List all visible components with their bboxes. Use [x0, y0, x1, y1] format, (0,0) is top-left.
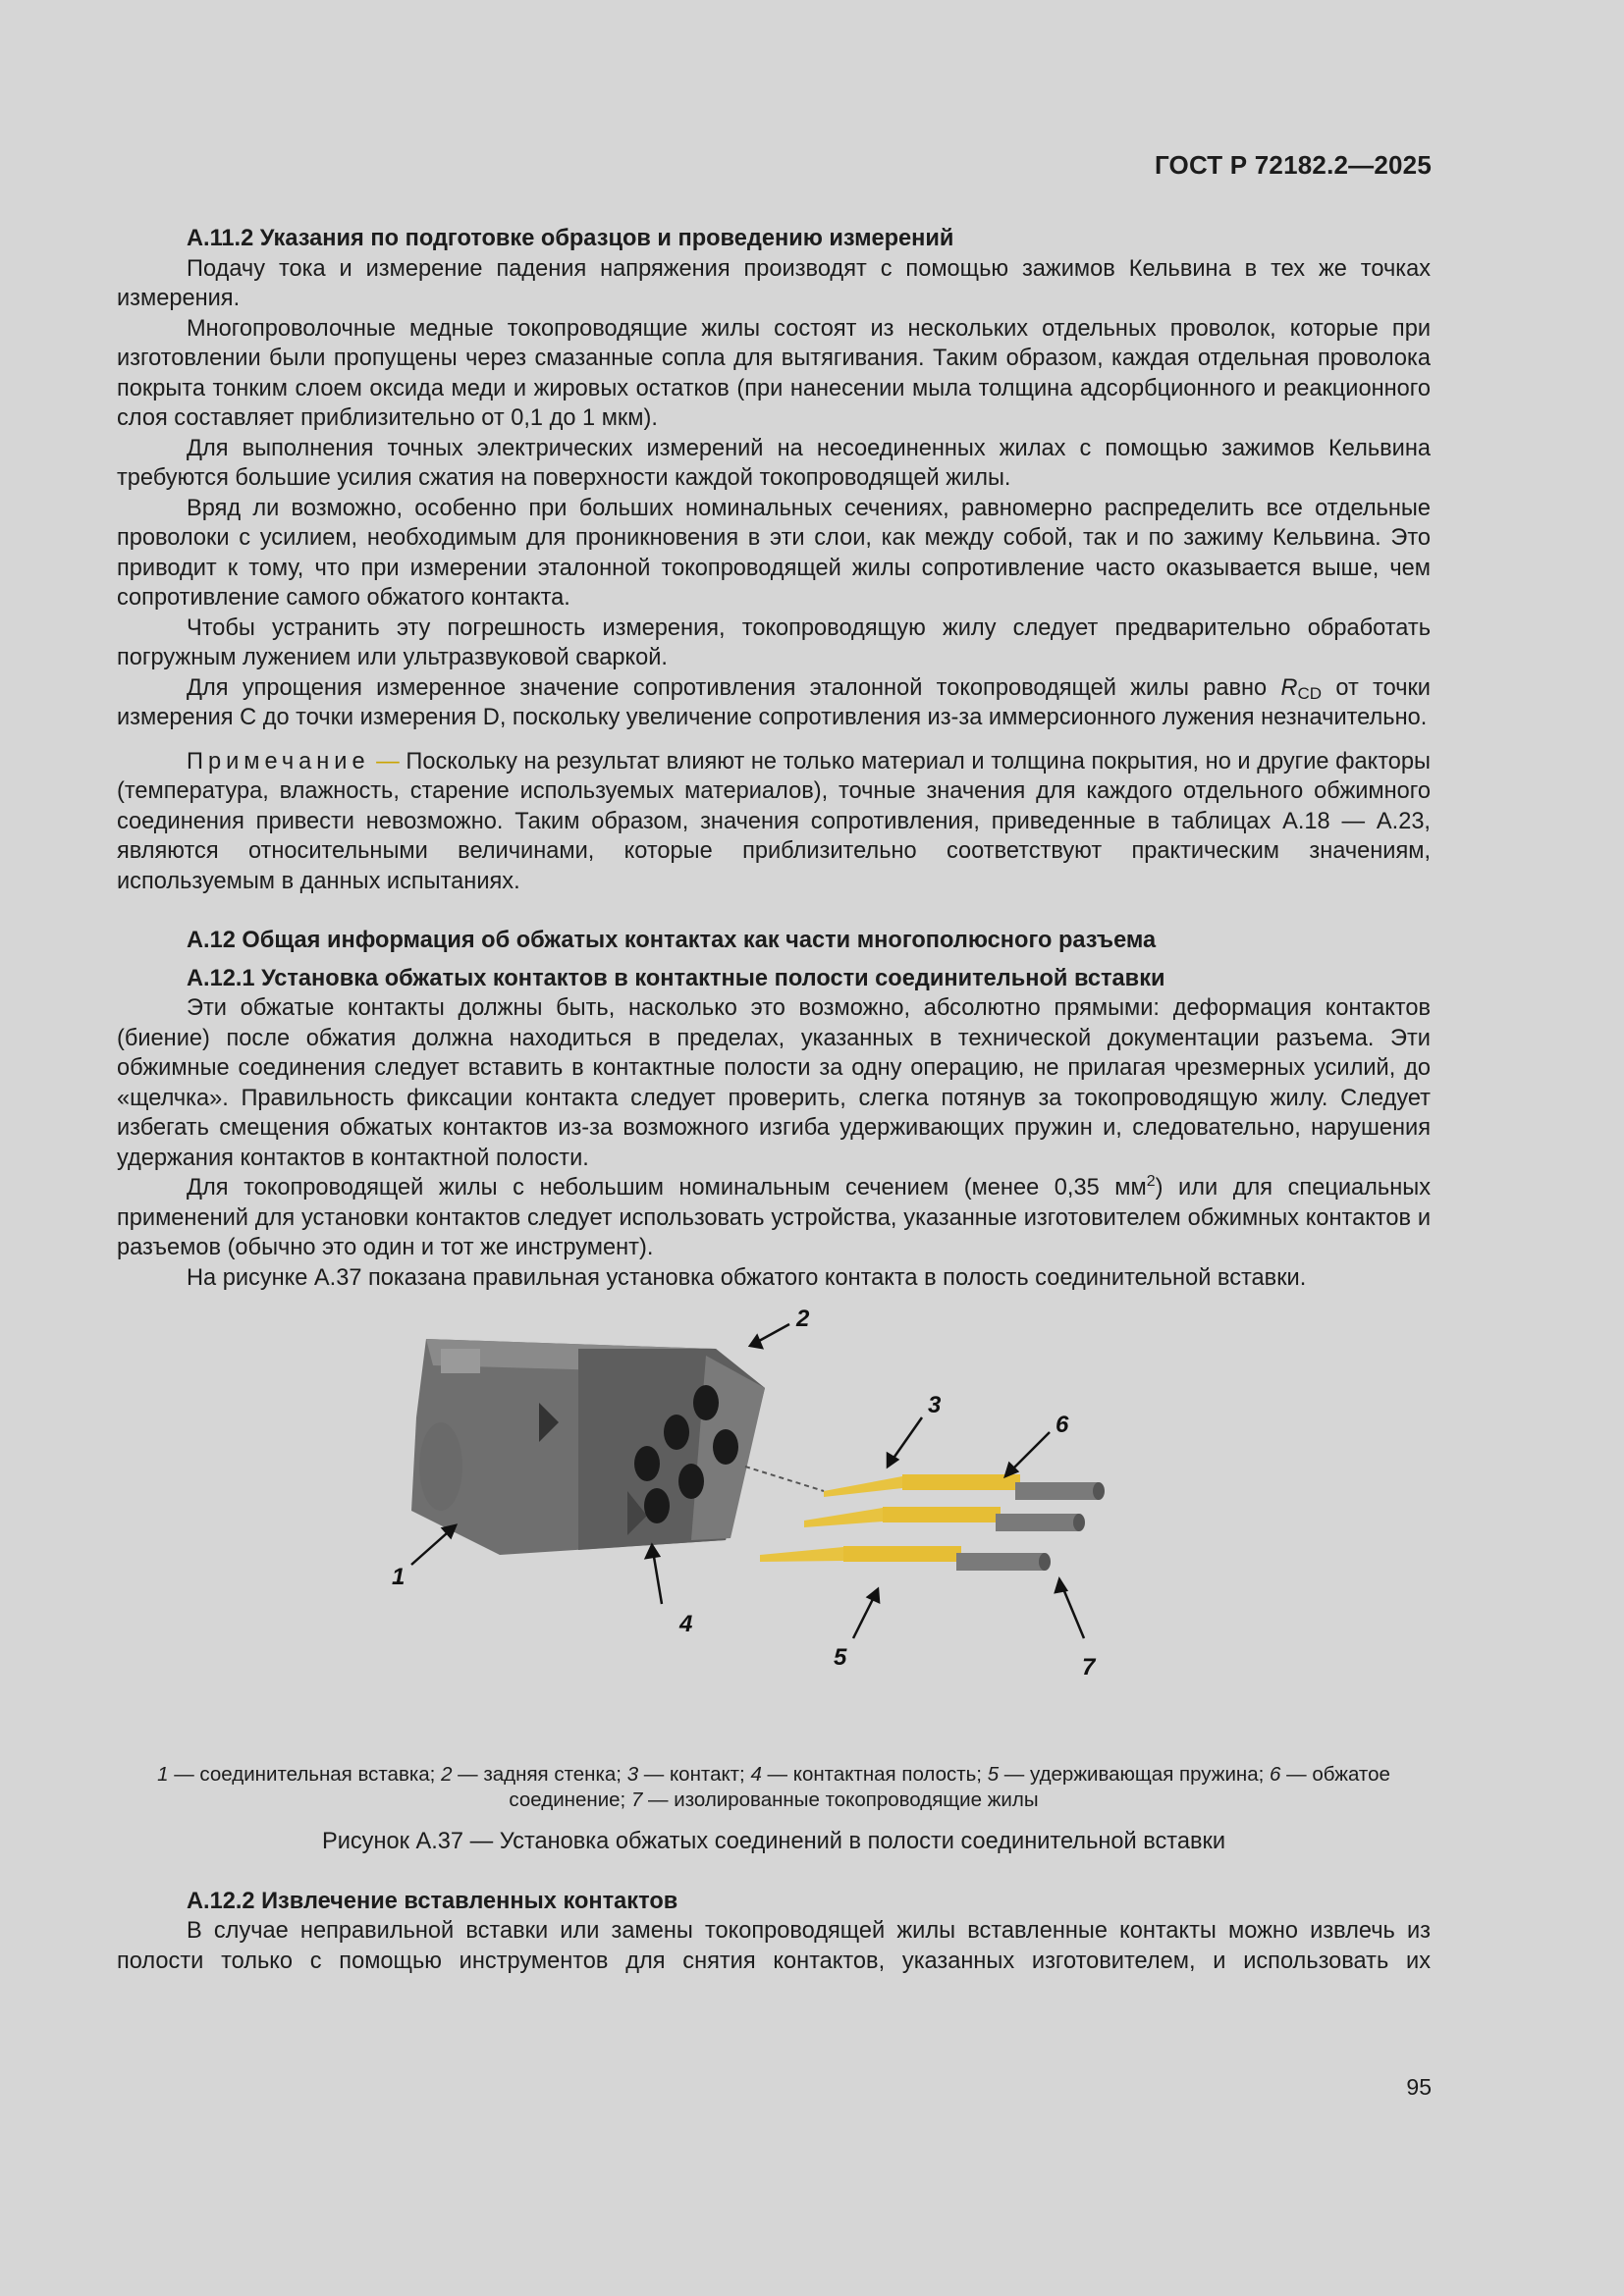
paragraph: Подачу тока и измерение падения напряжения производят с помощью зажимов Кельвина в тех же точках измерения.	[117, 255, 1431, 311]
legend-text: — соединительная вставка;	[168, 1763, 442, 1786]
section-heading-a12-1: А.12.1 Установка обжатых контактов в контактные полости соединительной вставки	[187, 965, 1165, 991]
paragraph: На рисунке А.37 показана правильная установка обжатого контакта в полость соединительной вставки.	[187, 1264, 1307, 1291]
legend-number: 5	[987, 1763, 1000, 1786]
paragraph: Многопроволочные медные токопроводящие жилы состоят из нескольких отдельных проволок, которые при изготовлении были пропущены через смазанные сопла для вытягивания. Таким образом, каждая отдельная проволока покрыта тонким слоем оксида меди и жировых остатков (при нанесении мыла толщина адсорбционного и реакционного слоя составляет приблизительно от 0,1 до 1 мкм).	[117, 315, 1431, 431]
legend-number: 7	[630, 1789, 643, 1811]
legend-text: — изолированные токопроводящие жилы	[642, 1789, 1039, 1811]
page-content	[117, 224, 1431, 1976]
superscript: 2	[1146, 1173, 1156, 1190]
legend-number: 3	[626, 1763, 639, 1786]
paragraph: Эти обжатые контакты должны быть, насколько это возможно, абсолютно прямыми: деформация контактов (биение) после обжатия должна находиться в пределах, указанных в технической документации разъема. Эти обжимные соединения следует вставить в контактные полости за одну операцию, не прилагая чрезмерных усилий, до «щелчка». Правильность фиксации контакта следует проверить, слегка потянув за токопроводящую жилу. Следует избегать смещения обжатых контактов из-за возможного изгиба удерживающих пружин и, следовательно, нарушения удержания контактов в контактной полости.	[117, 995, 1431, 1171]
text-run: от точки измерения С до точки измерения D, поскольку увеличение сопротивления из-за иммерсионного лужения незначительно.	[117, 674, 1431, 730]
legend-number: 4	[750, 1763, 762, 1786]
callout-2: 2	[796, 1306, 810, 1332]
legend-number: 1	[157, 1763, 169, 1786]
note-label: Примечание	[187, 748, 370, 774]
callout-5: 5	[834, 1644, 847, 1671]
connector-housing	[411, 1339, 765, 1555]
callout-7: 7	[1082, 1654, 1096, 1681]
figure-legend	[117, 1762, 1431, 1813]
connector-illustration	[117, 1305, 1431, 1756]
figure-title: Рисунок А.37 — Установка обжатых соединений в полости соединительной вставки	[321, 1829, 1226, 1854]
callout-3: 3	[928, 1392, 942, 1418]
legend-text: — контактная полость;	[761, 1763, 988, 1786]
paragraph-rcd	[117, 673, 1431, 733]
paragraph: В случае неправильной вставки или замены токопроводящей жилы вставленные контакты можно извлечь из полости только с помощью инструментов для снятия контактов, указанных изготовителем, и использовать их	[117, 1918, 1431, 1974]
document-id: ГОСТ Р 72182.2—2025	[1154, 150, 1432, 180]
crimp-contact	[804, 1507, 1085, 1531]
text-run: Для упрощения измеренное значение сопротивления эталонной токопроводящей жилы равно	[187, 674, 1281, 701]
paragraph: Для выполнения точных электрических измерений на несоединенных жилах с помощью зажимов Кельвина требуются большие усилия сжатия на поверхности каждой токопроводящей жилы.	[117, 435, 1431, 491]
paragraph: Чтобы устранить эту погрешность измерения, токопроводящую жилу следует предварительно обработать погружным лужением или ультразвуковой сваркой.	[117, 614, 1431, 670]
paragraph-sup	[117, 1173, 1431, 1263]
legend-number: 2	[441, 1763, 453, 1786]
text-run: ) или для специальных применений для установки контактов следует использовать устройства, указанные изготовителем обжимных контактов и разъемов (обычно это один и тот же инструмент).	[117, 1175, 1431, 1260]
section-heading-a12-2: А.12.2 Извлечение вставленных контактов	[187, 1888, 678, 1914]
callout-1: 1	[392, 1564, 406, 1590]
callout-4: 4	[679, 1611, 693, 1637]
page-number: 95	[1406, 2074, 1432, 2100]
crimp-contact	[824, 1474, 1105, 1500]
symbol-subscript: CD	[1297, 683, 1323, 703]
paragraph: Вряд ли возможно, особенно при больших номинальных сечениях, равномерно распределить все отдельные проволоки с усилием, необходимым для проникновения в эти слои, как между собой, так и по зажиму Кельвина. Это приводит к тому, что при измерении эталонной токопроводящей жилы сопротивление часто оказывается выше, чем сопротивление самого обжатого контакта.	[117, 495, 1431, 611]
figure-a37	[117, 1305, 1431, 1756]
section-heading-a11-2: А.11.2 Указания по подготовке образцов и проведению измерений	[187, 226, 954, 251]
note-text: Поскольку на результат влияют не только материал и толщина покрытия, но и другие факторы (температура, влажность, старение используемых материалов), точные значения для каждого отдельного обжимного соединения привести невозможно. Таким образом, значения сопротивления, приведенные в таблицах А.18 — А.23, являются относительными величинами, которые приблизительно соответствуют практическим значениям, используемым в данных испытаниях.	[117, 748, 1431, 894]
note	[117, 747, 1431, 897]
callout-6: 6	[1056, 1412, 1069, 1438]
crimp-contact	[760, 1546, 1051, 1571]
legend-text: — удерживающая пружина;	[999, 1763, 1271, 1786]
legend-text: — обжатое соединение;	[509, 1763, 1390, 1811]
legend-text: — задняя стенка;	[452, 1763, 627, 1786]
text-run: Для токопроводящей жилы с небольшим номинальным сечением (менее 0,35 мм	[187, 1175, 1147, 1201]
note-dash: —	[369, 748, 406, 774]
legend-number: 6	[1270, 1763, 1281, 1786]
legend-text: — контакт;	[638, 1763, 751, 1786]
symbol-r: R	[1280, 674, 1298, 701]
section-heading-a12: А.12 Общая информация об обжатых контактах как части многополюсного разъема	[187, 928, 1157, 953]
